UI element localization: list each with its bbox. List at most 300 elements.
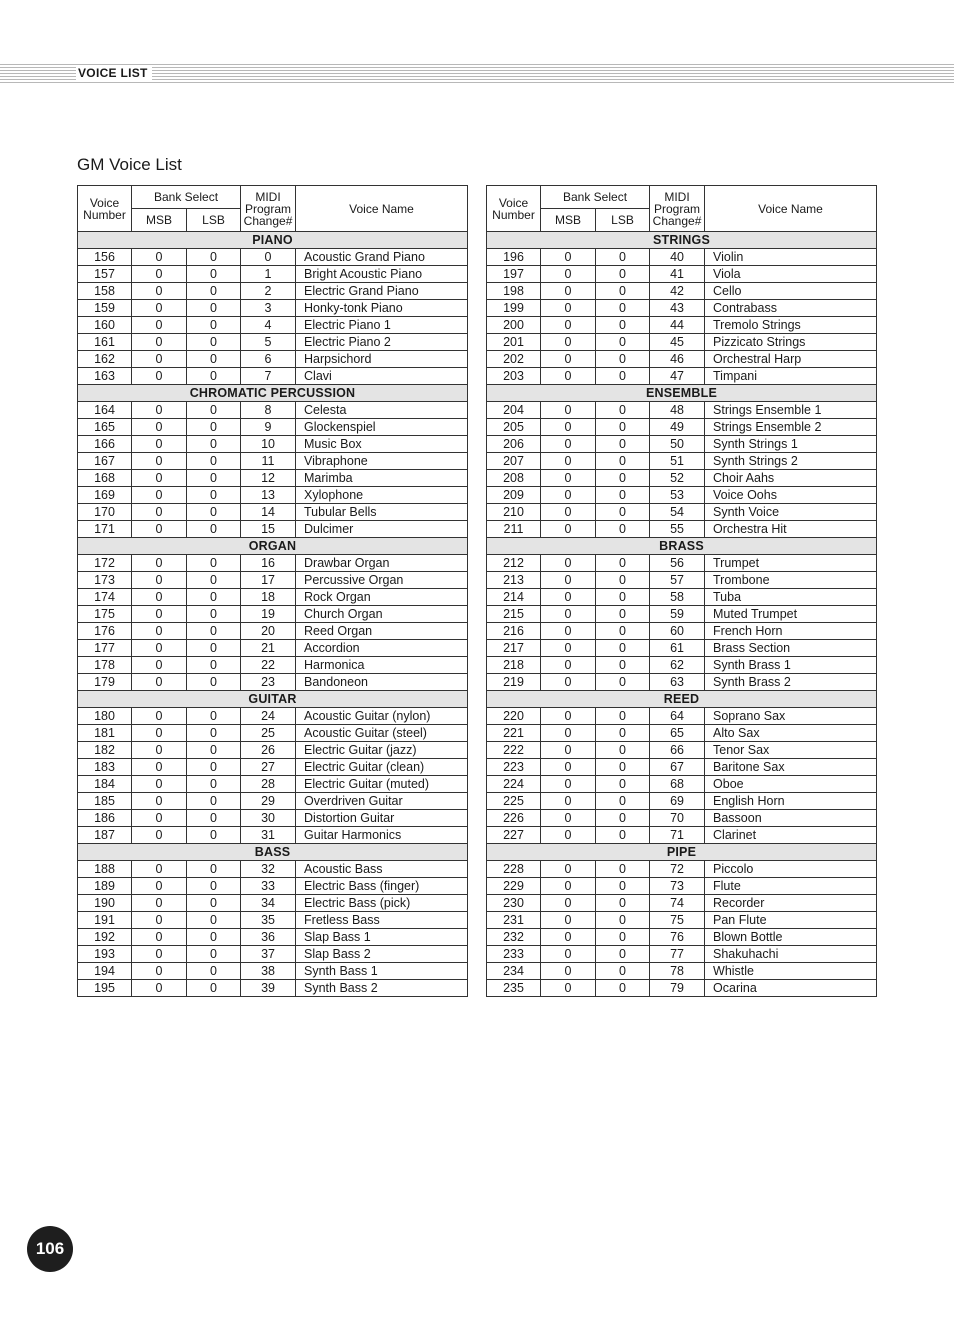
cell-voice-name: Blown Bottle xyxy=(705,929,877,946)
table-row xyxy=(78,623,468,640)
cell-voice-name: Celesta xyxy=(296,402,468,419)
cell-voice-name: Acoustic Guitar (steel) xyxy=(296,725,468,742)
cell-voice-name: Bassoon xyxy=(705,810,877,827)
cell-voice-number: 192 xyxy=(78,929,132,946)
cell-voice-number: 226 xyxy=(487,810,541,827)
cell-lsb: 0 xyxy=(596,419,650,436)
cell-voice-name: Acoustic Grand Piano xyxy=(296,249,468,266)
cell-voice-name: Clavi xyxy=(296,368,468,385)
cell-voice-name: Strings Ensemble 2 xyxy=(705,419,877,436)
cell-msb: 0 xyxy=(132,657,187,674)
cell-midi-program: 39 xyxy=(241,980,296,997)
cell-voice-number: 208 xyxy=(487,470,541,487)
cell-voice-number: 231 xyxy=(487,912,541,929)
table-row xyxy=(78,776,468,793)
cell-lsb: 0 xyxy=(596,334,650,351)
category-label: GUITAR xyxy=(78,691,468,708)
category-label: REED xyxy=(487,691,877,708)
cell-msb: 0 xyxy=(541,419,596,436)
cell-lsb: 0 xyxy=(187,929,241,946)
category-row xyxy=(78,691,468,708)
cell-msb: 0 xyxy=(132,759,187,776)
cell-voice-name: Tremolo Strings xyxy=(705,317,877,334)
cell-lsb: 0 xyxy=(187,317,241,334)
cell-voice-name: English Horn xyxy=(705,793,877,810)
cell-msb: 0 xyxy=(132,606,187,623)
cell-lsb: 0 xyxy=(596,929,650,946)
table-row xyxy=(487,283,877,300)
cell-voice-name: Reed Organ xyxy=(296,623,468,640)
cell-voice-name: Electric Bass (pick) xyxy=(296,895,468,912)
cell-midi-program: 14 xyxy=(241,504,296,521)
cell-voice-name: French Horn xyxy=(705,623,877,640)
cell-lsb: 0 xyxy=(187,402,241,419)
cell-msb: 0 xyxy=(541,351,596,368)
cell-voice-name: Harpsichord xyxy=(296,351,468,368)
table-row xyxy=(487,861,877,878)
cell-msb: 0 xyxy=(541,674,596,691)
table-row xyxy=(487,419,877,436)
cell-msb: 0 xyxy=(541,708,596,725)
cell-msb: 0 xyxy=(132,742,187,759)
cell-midi-program: 3 xyxy=(241,300,296,317)
table-row xyxy=(78,946,468,963)
cell-voice-number: 206 xyxy=(487,436,541,453)
cell-midi-program: 55 xyxy=(650,521,705,538)
cell-midi-program: 0 xyxy=(241,249,296,266)
cell-midi-program: 76 xyxy=(650,929,705,946)
cell-midi-program: 15 xyxy=(241,521,296,538)
table-row xyxy=(487,334,877,351)
cell-voice-name: Cello xyxy=(705,283,877,300)
cell-lsb: 0 xyxy=(187,674,241,691)
col-header-msb: MSB xyxy=(541,209,596,232)
table-row xyxy=(78,929,468,946)
table-row xyxy=(487,827,877,844)
cell-lsb: 0 xyxy=(187,419,241,436)
cell-voice-number: 203 xyxy=(487,368,541,385)
cell-midi-program: 42 xyxy=(650,283,705,300)
cell-midi-program: 20 xyxy=(241,623,296,640)
category-label: BASS xyxy=(78,844,468,861)
cell-voice-number: 210 xyxy=(487,504,541,521)
cell-midi-program: 40 xyxy=(650,249,705,266)
cell-voice-number: 234 xyxy=(487,963,541,980)
cell-msb: 0 xyxy=(541,810,596,827)
cell-midi-program: 56 xyxy=(650,555,705,572)
cell-voice-number: 200 xyxy=(487,317,541,334)
cell-msb: 0 xyxy=(132,266,187,283)
table-row xyxy=(78,759,468,776)
cell-midi-program: 7 xyxy=(241,368,296,385)
cell-lsb: 0 xyxy=(187,912,241,929)
cell-msb: 0 xyxy=(132,470,187,487)
cell-voice-number: 228 xyxy=(487,861,541,878)
cell-voice-number: 197 xyxy=(487,266,541,283)
cell-lsb: 0 xyxy=(596,572,650,589)
cell-voice-number: 185 xyxy=(78,793,132,810)
cell-midi-program: 75 xyxy=(650,912,705,929)
table-row xyxy=(78,317,468,334)
cell-voice-number: 161 xyxy=(78,334,132,351)
col-header-voice-name: Voice Name xyxy=(296,186,468,232)
cell-midi-program: 43 xyxy=(650,300,705,317)
cell-voice-name: Electric Piano 1 xyxy=(296,317,468,334)
cell-msb: 0 xyxy=(541,878,596,895)
cell-lsb: 0 xyxy=(596,606,650,623)
cell-midi-program: 11 xyxy=(241,453,296,470)
cell-lsb: 0 xyxy=(596,266,650,283)
cell-voice-name: Pan Flute xyxy=(705,912,877,929)
cell-midi-program: 12 xyxy=(241,470,296,487)
cell-voice-name: Synth Strings 1 xyxy=(705,436,877,453)
cell-msb: 0 xyxy=(132,334,187,351)
cell-voice-number: 163 xyxy=(78,368,132,385)
cell-voice-name: Shakuhachi xyxy=(705,946,877,963)
cell-voice-name: Strings Ensemble 1 xyxy=(705,402,877,419)
cell-midi-program: 9 xyxy=(241,419,296,436)
cell-msb: 0 xyxy=(132,368,187,385)
cell-voice-number: 227 xyxy=(487,827,541,844)
cell-voice-name: Distortion Guitar xyxy=(296,810,468,827)
category-label: STRINGS xyxy=(487,232,877,249)
cell-voice-name: Clarinet xyxy=(705,827,877,844)
cell-voice-name: Overdriven Guitar xyxy=(296,793,468,810)
cell-voice-name: Alto Sax xyxy=(705,725,877,742)
cell-lsb: 0 xyxy=(596,742,650,759)
cell-msb: 0 xyxy=(132,623,187,640)
cell-midi-program: 46 xyxy=(650,351,705,368)
cell-voice-name: Baritone Sax xyxy=(705,759,877,776)
table-row xyxy=(487,929,877,946)
cell-msb: 0 xyxy=(132,946,187,963)
table-row xyxy=(487,912,877,929)
cell-midi-program: 48 xyxy=(650,402,705,419)
category-row xyxy=(78,232,468,249)
cell-voice-number: 158 xyxy=(78,283,132,300)
cell-lsb: 0 xyxy=(187,725,241,742)
table-row xyxy=(487,249,877,266)
cell-midi-program: 24 xyxy=(241,708,296,725)
cell-msb: 0 xyxy=(132,793,187,810)
cell-lsb: 0 xyxy=(187,623,241,640)
cell-voice-name: Choir Aahs xyxy=(705,470,877,487)
cell-lsb: 0 xyxy=(596,640,650,657)
cell-lsb: 0 xyxy=(187,878,241,895)
cell-midi-program: 8 xyxy=(241,402,296,419)
cell-voice-number: 164 xyxy=(78,402,132,419)
cell-lsb: 0 xyxy=(187,521,241,538)
cell-msb: 0 xyxy=(132,487,187,504)
cell-midi-program: 44 xyxy=(650,317,705,334)
cell-lsb: 0 xyxy=(596,283,650,300)
category-row xyxy=(487,385,877,402)
cell-voice-number: 179 xyxy=(78,674,132,691)
cell-voice-number: 166 xyxy=(78,436,132,453)
cell-voice-name: Music Box xyxy=(296,436,468,453)
cell-voice-number: 214 xyxy=(487,589,541,606)
table-row xyxy=(487,555,877,572)
cell-msb: 0 xyxy=(132,708,187,725)
cell-midi-program: 66 xyxy=(650,742,705,759)
cell-voice-number: 235 xyxy=(487,980,541,997)
cell-msb: 0 xyxy=(132,351,187,368)
table-row xyxy=(78,606,468,623)
cell-midi-program: 2 xyxy=(241,283,296,300)
cell-lsb: 0 xyxy=(187,742,241,759)
cell-midi-program: 73 xyxy=(650,878,705,895)
cell-voice-name: Accordion xyxy=(296,640,468,657)
cell-voice-number: 170 xyxy=(78,504,132,521)
cell-voice-number: 229 xyxy=(487,878,541,895)
table-row xyxy=(78,402,468,419)
cell-midi-program: 68 xyxy=(650,776,705,793)
col-header-voice-number: Voice Number xyxy=(78,186,132,232)
cell-voice-name: Brass Section xyxy=(705,640,877,657)
cell-lsb: 0 xyxy=(187,283,241,300)
cell-msb: 0 xyxy=(132,929,187,946)
cell-lsb: 0 xyxy=(187,334,241,351)
cell-voice-name: Electric Grand Piano xyxy=(296,283,468,300)
cell-voice-number: 220 xyxy=(487,708,541,725)
cell-midi-program: 6 xyxy=(241,351,296,368)
cell-lsb: 0 xyxy=(596,368,650,385)
cell-midi-program: 77 xyxy=(650,946,705,963)
table-row xyxy=(487,810,877,827)
cell-midi-program: 51 xyxy=(650,453,705,470)
cell-voice-number: 172 xyxy=(78,555,132,572)
cell-lsb: 0 xyxy=(596,946,650,963)
cell-midi-program: 13 xyxy=(241,487,296,504)
table-row xyxy=(487,300,877,317)
cell-voice-number: 198 xyxy=(487,283,541,300)
table-row xyxy=(487,572,877,589)
cell-lsb: 0 xyxy=(596,810,650,827)
cell-midi-program: 58 xyxy=(650,589,705,606)
cell-lsb: 0 xyxy=(596,827,650,844)
cell-voice-number: 181 xyxy=(78,725,132,742)
cell-voice-name: Percussive Organ xyxy=(296,572,468,589)
table-row xyxy=(78,980,468,997)
cell-msb: 0 xyxy=(132,878,187,895)
voice-table-right xyxy=(486,185,877,997)
cell-midi-program: 47 xyxy=(650,368,705,385)
category-label: PIPE xyxy=(487,844,877,861)
cell-msb: 0 xyxy=(132,980,187,997)
cell-msb: 0 xyxy=(541,776,596,793)
cell-midi-program: 22 xyxy=(241,657,296,674)
cell-lsb: 0 xyxy=(596,317,650,334)
table-row xyxy=(78,453,468,470)
cell-msb: 0 xyxy=(132,776,187,793)
category-label: PIANO xyxy=(78,232,468,249)
cell-msb: 0 xyxy=(541,572,596,589)
table-row xyxy=(78,368,468,385)
cell-voice-name: Electric Guitar (clean) xyxy=(296,759,468,776)
cell-lsb: 0 xyxy=(187,487,241,504)
table-row xyxy=(78,521,468,538)
col-header-voice-name: Voice Name xyxy=(705,186,877,232)
table-row xyxy=(487,657,877,674)
cell-voice-number: 175 xyxy=(78,606,132,623)
cell-voice-number: 217 xyxy=(487,640,541,657)
table-row xyxy=(78,487,468,504)
cell-voice-name: Orchestra Hit xyxy=(705,521,877,538)
cell-lsb: 0 xyxy=(596,674,650,691)
cell-voice-number: 216 xyxy=(487,623,541,640)
cell-midi-program: 53 xyxy=(650,487,705,504)
cell-lsb: 0 xyxy=(187,640,241,657)
category-row xyxy=(78,844,468,861)
cell-midi-program: 41 xyxy=(650,266,705,283)
cell-midi-program: 62 xyxy=(650,657,705,674)
cell-voice-number: 162 xyxy=(78,351,132,368)
cell-voice-number: 213 xyxy=(487,572,541,589)
cell-midi-program: 57 xyxy=(650,572,705,589)
table-row xyxy=(487,640,877,657)
cell-lsb: 0 xyxy=(596,793,650,810)
cell-voice-name: Viola xyxy=(705,266,877,283)
cell-msb: 0 xyxy=(132,640,187,657)
table-row xyxy=(487,793,877,810)
table-row xyxy=(487,963,877,980)
table-row xyxy=(487,759,877,776)
page-title: GM Voice List xyxy=(77,155,182,174)
cell-msb: 0 xyxy=(541,504,596,521)
cell-lsb: 0 xyxy=(596,878,650,895)
cell-voice-number: 209 xyxy=(487,487,541,504)
cell-voice-number: 202 xyxy=(487,351,541,368)
cell-lsb: 0 xyxy=(596,776,650,793)
table-body xyxy=(487,232,877,997)
cell-lsb: 0 xyxy=(596,980,650,997)
cell-midi-program: 64 xyxy=(650,708,705,725)
cell-msb: 0 xyxy=(541,402,596,419)
cell-lsb: 0 xyxy=(187,946,241,963)
cell-msb: 0 xyxy=(541,555,596,572)
table-row xyxy=(78,351,468,368)
cell-voice-number: 183 xyxy=(78,759,132,776)
cell-midi-program: 65 xyxy=(650,725,705,742)
cell-voice-name: Glockenspiel xyxy=(296,419,468,436)
cell-midi-program: 4 xyxy=(241,317,296,334)
cell-lsb: 0 xyxy=(596,300,650,317)
cell-lsb: 0 xyxy=(596,861,650,878)
cell-msb: 0 xyxy=(132,674,187,691)
cell-voice-number: 184 xyxy=(78,776,132,793)
table-row xyxy=(487,487,877,504)
cell-voice-name: Voice Oohs xyxy=(705,487,877,504)
cell-voice-number: 188 xyxy=(78,861,132,878)
cell-voice-name: Electric Piano 2 xyxy=(296,334,468,351)
table-row xyxy=(78,810,468,827)
cell-midi-program: 26 xyxy=(241,742,296,759)
cell-lsb: 0 xyxy=(596,487,650,504)
cell-lsb: 0 xyxy=(187,963,241,980)
table-row xyxy=(78,436,468,453)
cell-msb: 0 xyxy=(541,912,596,929)
cell-voice-number: 156 xyxy=(78,249,132,266)
cell-midi-program: 67 xyxy=(650,759,705,776)
category-row xyxy=(78,385,468,402)
cell-msb: 0 xyxy=(541,946,596,963)
cell-lsb: 0 xyxy=(187,810,241,827)
cell-voice-number: 230 xyxy=(487,895,541,912)
cell-midi-program: 16 xyxy=(241,555,296,572)
cell-midi-program: 71 xyxy=(650,827,705,844)
cell-msb: 0 xyxy=(541,368,596,385)
cell-voice-number: 222 xyxy=(487,742,541,759)
cell-lsb: 0 xyxy=(187,759,241,776)
cell-voice-name: Electric Guitar (jazz) xyxy=(296,742,468,759)
cell-voice-number: 171 xyxy=(78,521,132,538)
cell-voice-number: 204 xyxy=(487,402,541,419)
table-row xyxy=(487,742,877,759)
category-label: ORGAN xyxy=(78,538,468,555)
cell-midi-program: 69 xyxy=(650,793,705,810)
cell-lsb: 0 xyxy=(596,504,650,521)
cell-lsb: 0 xyxy=(596,912,650,929)
cell-msb: 0 xyxy=(541,742,596,759)
cell-midi-program: 50 xyxy=(650,436,705,453)
table-row xyxy=(487,980,877,997)
col-header-lsb: LSB xyxy=(596,209,650,232)
cell-lsb: 0 xyxy=(187,708,241,725)
cell-midi-program: 18 xyxy=(241,589,296,606)
cell-voice-number: 191 xyxy=(78,912,132,929)
cell-midi-program: 60 xyxy=(650,623,705,640)
col-header-midi-program-change: MIDI Program Change# xyxy=(241,186,296,232)
cell-voice-name: Timpani xyxy=(705,368,877,385)
cell-lsb: 0 xyxy=(187,589,241,606)
table-row xyxy=(78,589,468,606)
cell-midi-program: 79 xyxy=(650,980,705,997)
cell-lsb: 0 xyxy=(187,300,241,317)
cell-lsb: 0 xyxy=(596,436,650,453)
cell-voice-name: Recorder xyxy=(705,895,877,912)
cell-midi-program: 54 xyxy=(650,504,705,521)
table-row xyxy=(487,895,877,912)
category-row xyxy=(487,844,877,861)
cell-midi-program: 45 xyxy=(650,334,705,351)
cell-msb: 0 xyxy=(132,589,187,606)
cell-voice-number: 201 xyxy=(487,334,541,351)
cell-midi-program: 72 xyxy=(650,861,705,878)
cell-lsb: 0 xyxy=(596,521,650,538)
cell-voice-number: 223 xyxy=(487,759,541,776)
category-row xyxy=(487,232,877,249)
cell-lsb: 0 xyxy=(596,623,650,640)
cell-midi-program: 25 xyxy=(241,725,296,742)
cell-voice-number: 232 xyxy=(487,929,541,946)
cell-lsb: 0 xyxy=(187,351,241,368)
cell-msb: 0 xyxy=(541,895,596,912)
cell-voice-name: Fretless Bass xyxy=(296,912,468,929)
cell-lsb: 0 xyxy=(187,555,241,572)
cell-midi-program: 38 xyxy=(241,963,296,980)
cell-lsb: 0 xyxy=(187,572,241,589)
table-row xyxy=(78,861,468,878)
cell-lsb: 0 xyxy=(187,861,241,878)
cell-midi-program: 37 xyxy=(241,946,296,963)
table-row xyxy=(487,402,877,419)
col-header-bank-select: Bank Select xyxy=(132,186,241,209)
cell-voice-name: Violin xyxy=(705,249,877,266)
cell-voice-number: 193 xyxy=(78,946,132,963)
cell-voice-number: 190 xyxy=(78,895,132,912)
table-row xyxy=(78,963,468,980)
col-header-voice-number: Voice Number xyxy=(487,186,541,232)
